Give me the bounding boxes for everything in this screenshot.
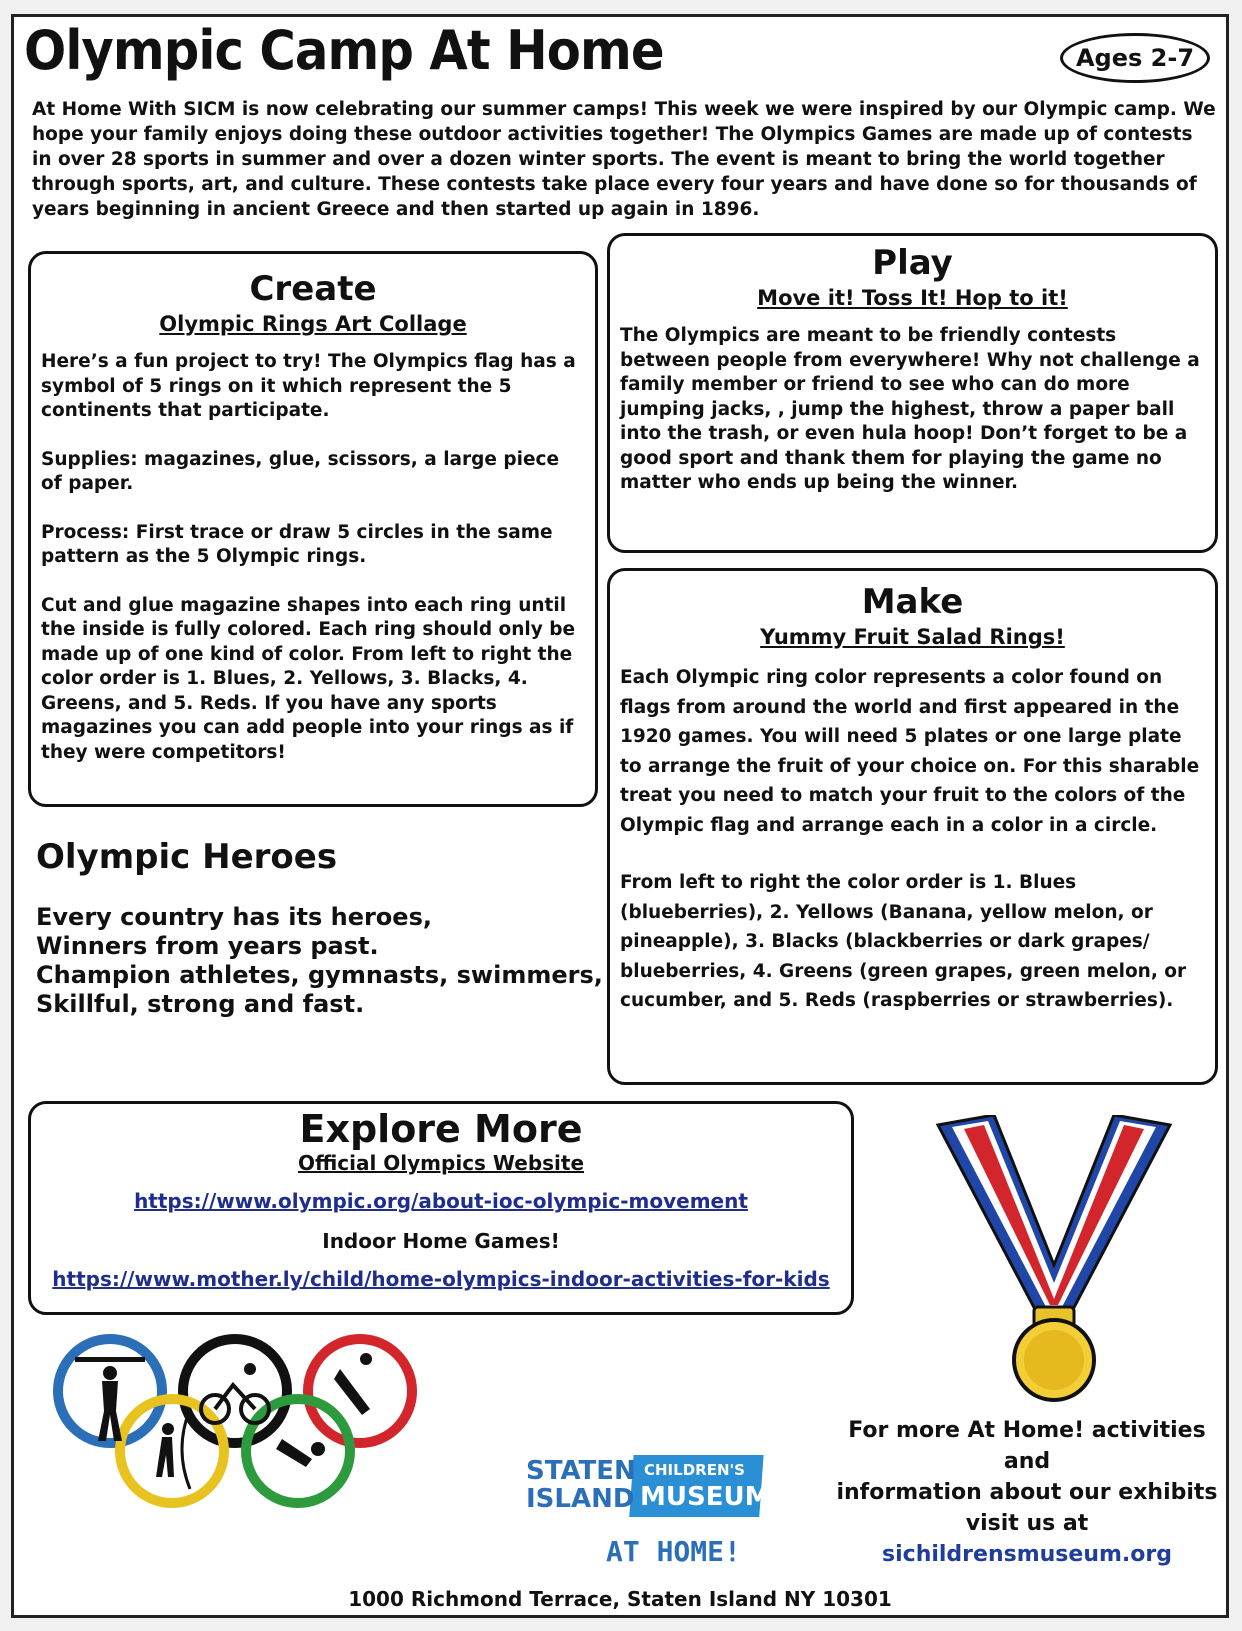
visit-info xyxy=(832,1415,1222,1570)
logo-island: ISLAND xyxy=(526,1484,635,1514)
make-heading: Make xyxy=(861,582,964,622)
create-subheading: Olympic Rings Art Collage xyxy=(159,312,467,336)
logo-childrens: CHILDREN'S xyxy=(644,1461,745,1479)
indoor-games-link[interactable]: https://www.mother.ly/child/home-olympics-indoor-activities-for-kids xyxy=(52,1267,830,1291)
poem-line: Champion athletes, gymnasts, swimmers, xyxy=(36,961,603,989)
poem-line: Skillful, strong and fast. xyxy=(36,990,365,1018)
museum-address: 1000 Richmond Terrace, Staten Island NY 10301 xyxy=(348,1587,892,1611)
intro-paragraph: At Home With SICM is now celebrating our summer camps! This week we were inspired by our Olympic camp. We hope your family enjoys doing these outdoor activities together! The Olympics Games are made up of contests in over 28 sports in summer and over a dozen winter sports. The event is meant to bring the world together through sports, art, and culture. These contests take place every four years and have done so for thousands of years beginning in ancient Greece and then started up again in 1896. xyxy=(32,99,1216,220)
museum-logo xyxy=(526,1449,786,1579)
create-process: Process: First trace or draw 5 circles in the same pattern as the 5 Olympic rings. xyxy=(41,521,553,567)
medal-ribbon xyxy=(938,1115,1170,1315)
ring-red xyxy=(308,1339,412,1443)
play-paragraph: The Olympics are meant to be friendly contests between people from everywhere! Why not challenge a family member or friend to see who can do more jumping jacks, , jump the highest, throw a paper ball into the trash, or even hula hoop! Don’t forget to be a good sport and thank them for playing the game no matter who ends up being the winner. xyxy=(620,325,1200,493)
olympics-website-label: Official Olympics Website xyxy=(297,1151,585,1175)
museum-website-link[interactable]: sichildrensmuseum.org xyxy=(882,1542,1172,1567)
visit-line: visit us at xyxy=(965,1511,1089,1536)
visit-line: For more At Home! activities and xyxy=(848,1418,1206,1474)
create-instructions: Cut and glue magazine shapes into each ring until the inside is fully colored. Each ring should only be made up of one kind of color. From left to right the color order is 1. Blues, 2. Yellows, 3. Blacks, 4. Greens, and 5. Reds. If you have any sports magazines you can add people into your rings as if they were competitors! xyxy=(41,594,576,763)
poem-line: Winners from years past. xyxy=(36,932,379,960)
indoor-games-label: Indoor Home Games! xyxy=(322,1229,560,1253)
heroes-heading: Olympic Heroes xyxy=(36,837,338,877)
heroes-poem xyxy=(36,903,603,1019)
create-heading: Create xyxy=(249,269,377,309)
create-section xyxy=(28,251,598,807)
olympics-website-link[interactable]: https://www.olympic.org/about-ioc-olympic-movement xyxy=(134,1189,748,1213)
logo-staten: STATEN xyxy=(526,1456,636,1486)
page-title: Olympic Camp At Home xyxy=(24,19,664,82)
make-paragraph: Each Olympic ring color represents a color found on flags from around the world and first appeared in the 1920 games. You will need 5 plates or one large plate to arrange the fruit of your choice on. For this sharable treat you need to match your fruit to the colors of the Olympic flag and arrange each in a color in a circle. xyxy=(620,667,1200,836)
play-section xyxy=(607,233,1218,553)
museum-logo-mark xyxy=(526,1449,786,1579)
play-subheading: Move it! Toss It! Hop to it! xyxy=(757,286,1068,310)
ring-black xyxy=(183,1339,287,1443)
logo-athome: AT HOME! xyxy=(606,1535,741,1568)
explore-heading: Explore More xyxy=(299,1107,583,1151)
medal-icon xyxy=(934,1115,1174,1405)
explore-section xyxy=(28,1101,854,1315)
create-supplies: Supplies: magazines, glue, scissors, a large piece of paper. xyxy=(41,448,560,494)
play-heading: Play xyxy=(872,243,953,283)
make-color-order: From left to right the color order is 1. Blues (blueberries), 2. Yellows (Banana, yellow melon, or pineapple), 3. Blacks (blackberries or dark grapes/ blueberries, 4. Greens (green grapes, green melon, or cucumber, and 5. Reds (raspberries or strawberries). xyxy=(620,872,1187,1011)
visit-line: information about our exhibits xyxy=(836,1480,1218,1505)
olympic-rings-icon xyxy=(50,1329,420,1514)
poem-line: Every country has its heroes, xyxy=(36,903,432,931)
logo-museum: MUSEUM xyxy=(640,1482,771,1512)
medal-inner xyxy=(1024,1330,1084,1390)
create-paragraph: Here’s a fun project to try! The Olympics flag has a symbol of 5 rings on it which represent the 5 continents that participate. xyxy=(41,351,576,421)
make-section xyxy=(607,568,1218,1085)
worksheet-page xyxy=(11,14,1229,1618)
make-subheading: Yummy Fruit Salad Rings! xyxy=(760,625,1065,649)
ages-badge: Ages 2-7 xyxy=(1060,33,1210,83)
